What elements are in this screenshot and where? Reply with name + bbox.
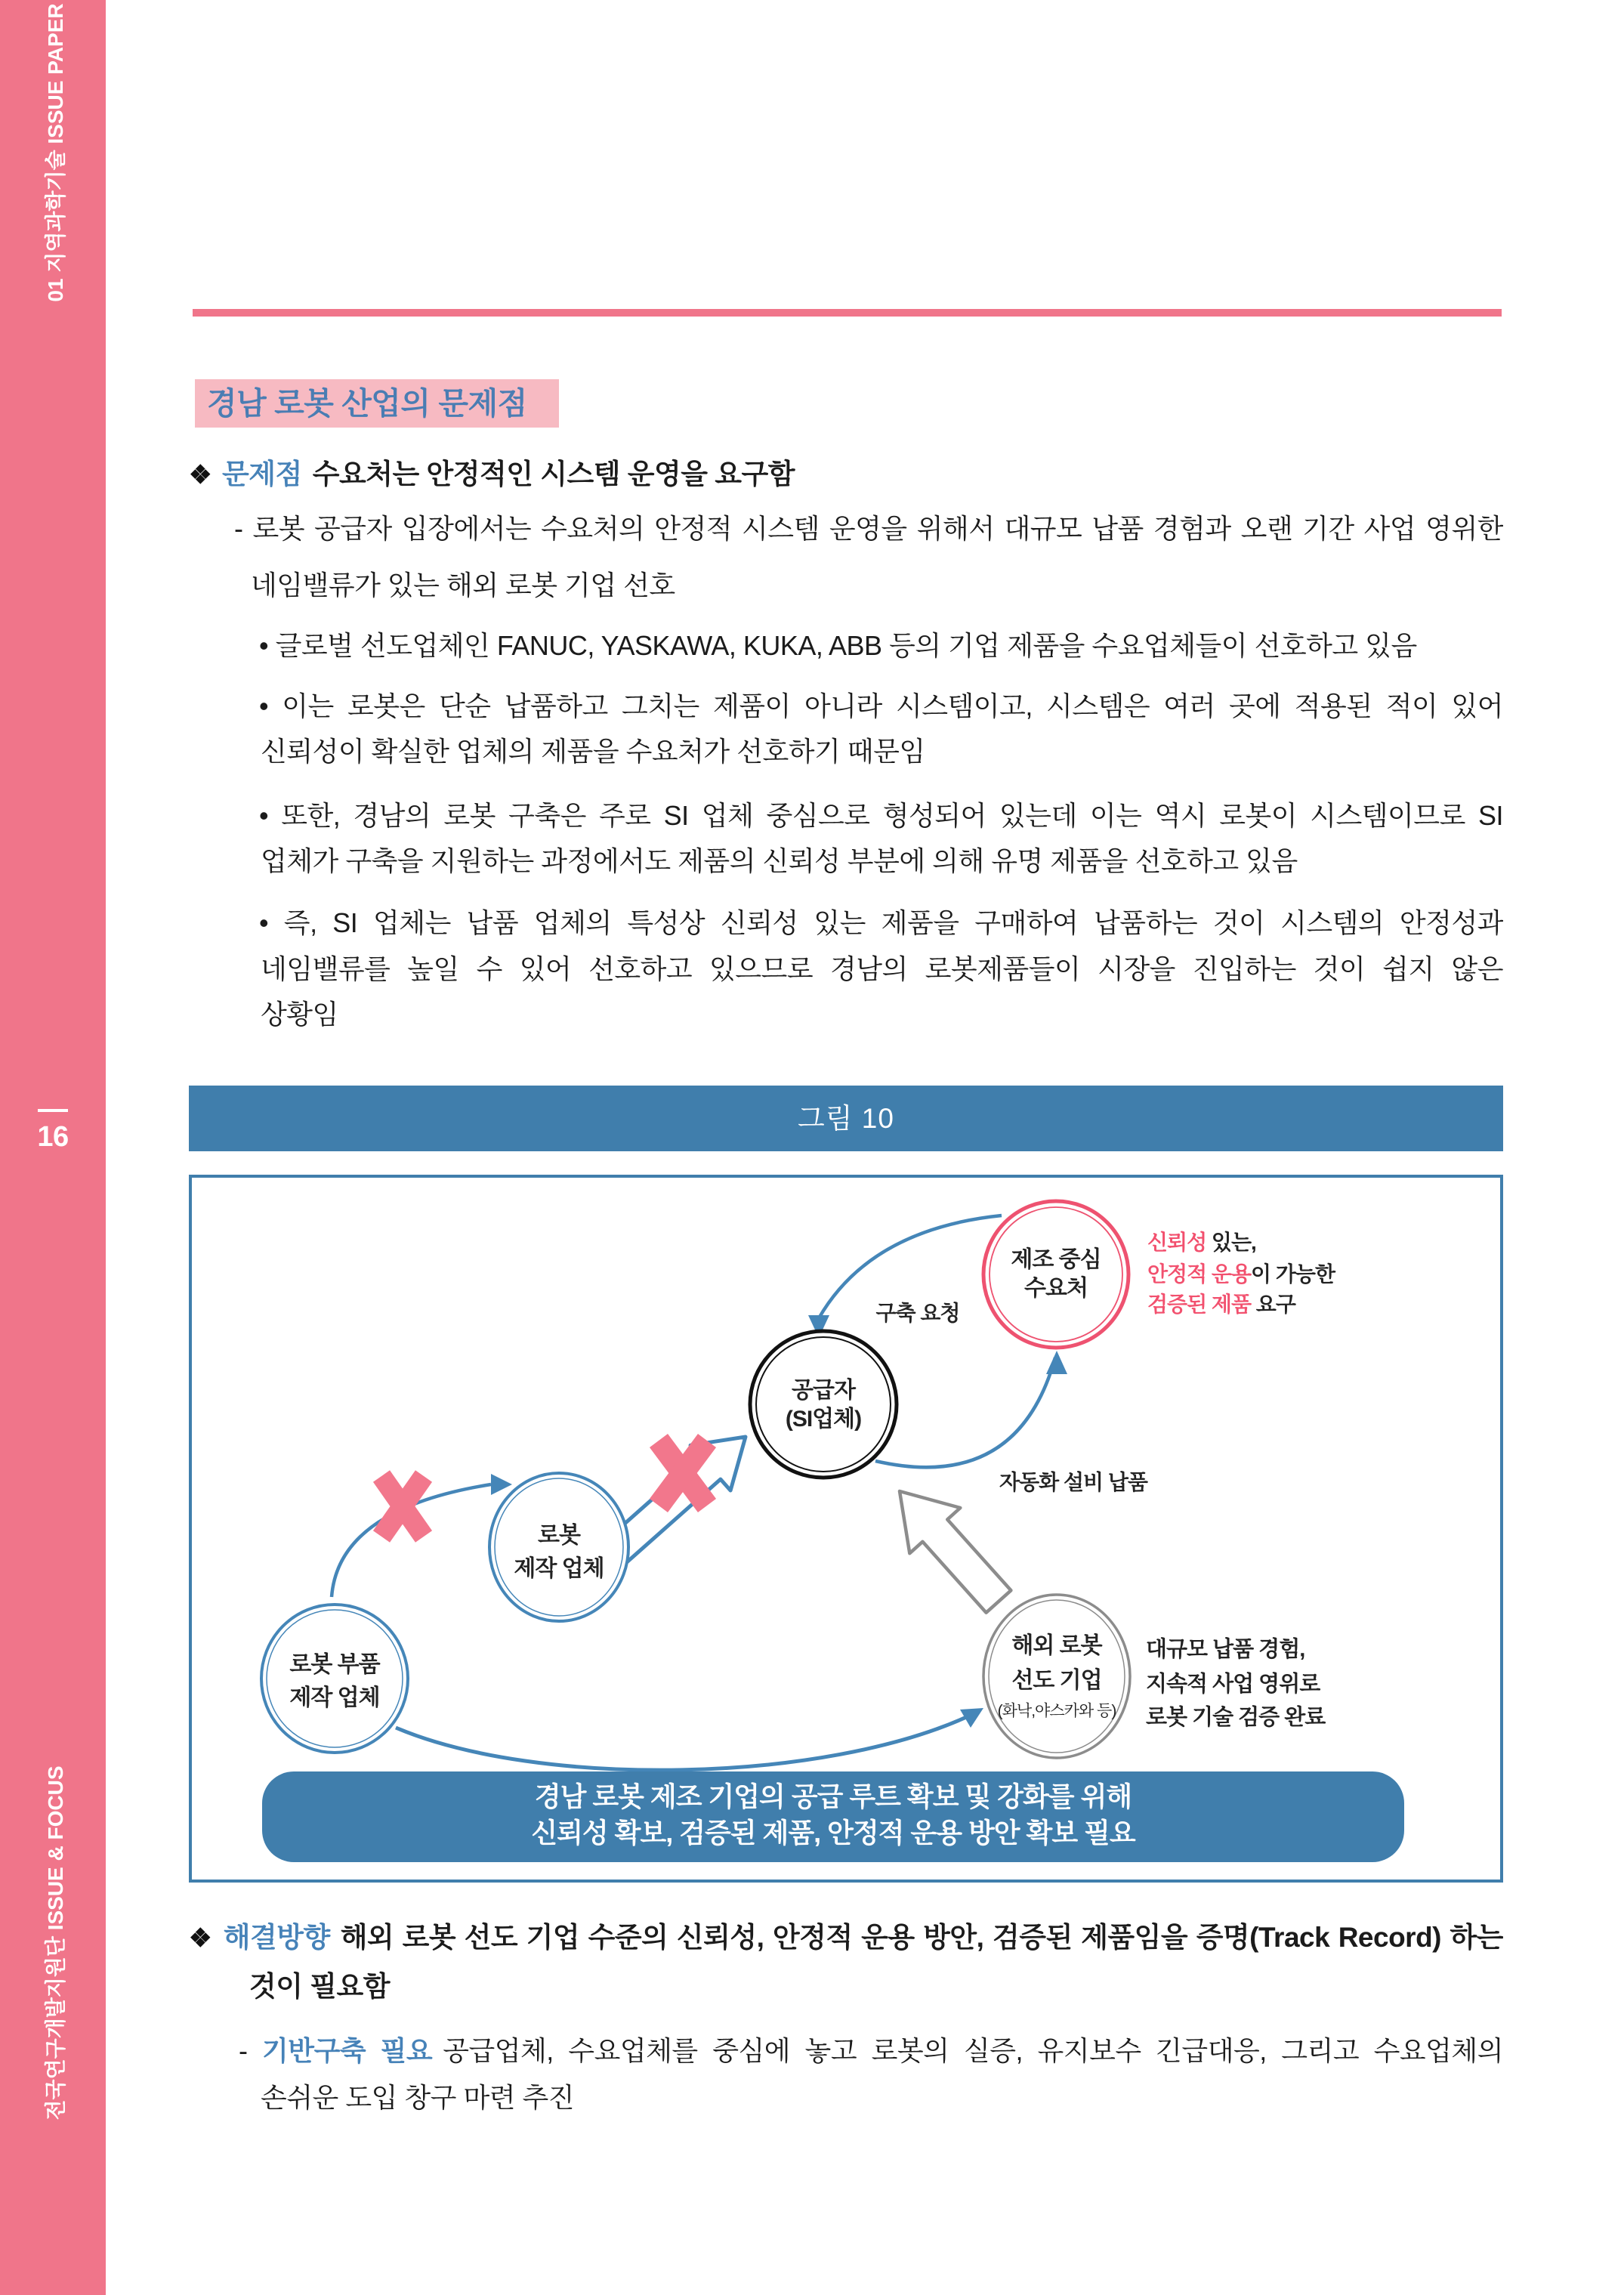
sidebar (0, 0, 106, 2295)
solution-sub-keyword: 기반구축 필요 (262, 2035, 433, 2066)
problem-heading-text: 수요처는 안정적인 시스템 운영을 요구함 (312, 459, 795, 490)
solution-line: 것이 필요함 (249, 1971, 390, 2002)
node-parts-label: 로봇 부품 (289, 1651, 380, 1677)
page-number-block (0, 1109, 106, 1154)
x-mark-icon (381, 1476, 424, 1537)
solution-sub-text: 공급업체, 수요업체를 중심에 놓고 로봇의 실증, 유지보수 긴급대응, 그리고 수요업체의 (443, 2035, 1503, 2066)
figure-caption-bar (189, 1086, 1503, 1151)
body-line: • 즉, SI 업체는 납품 업체의 특성상 신뢰성 있는 제품을 구매하여 납품하는 것이 시스템의 안정성과 (259, 907, 1503, 938)
figure-diagram (190, 1176, 1499, 1878)
hollow-arrow-foreign-to-supplier (900, 1491, 1011, 1613)
demand-note (1147, 1230, 1336, 1316)
solution-sub-line: 손쉬운 도입 창구 마련 추진 (261, 2082, 575, 2113)
figure-summary-line: 경남 로봇 제조 기업의 공급 루트 확보 및 강화를 위해 (534, 1781, 1132, 1812)
node-foreign-sublabel: (화낙,야스카와 등) (997, 1702, 1116, 1720)
solution-keyword: 해결방향 (223, 1922, 330, 1953)
body-line: 업체가 구축을 지원하는 과정에서도 제품의 신뢰성 부분에 의해 유명 제품을 선호하고 있음 (261, 845, 1298, 876)
node-parts-label: 제작 업체 (289, 1685, 380, 1710)
problem-keyword: 문제점 (221, 459, 302, 490)
arrowhead-right-icon (491, 1474, 512, 1495)
node-maker-label: 로봇 (538, 1522, 580, 1548)
svg-text:검증된 제품 요구: 검증된 제품 요구 (1147, 1293, 1295, 1317)
node-foreign-label: 해외 로봇 (1011, 1632, 1102, 1658)
body-line: • 또한, 경남의 로봇 구축은 주로 SI 업체 중심으로 형성되어 있는데 이는 역시 로봇이 시스템이므로 SI (259, 800, 1503, 831)
problem-heading (189, 451, 795, 498)
node-supplier-label: (SI업체) (785, 1406, 862, 1432)
body-line: 네임밸류가 있는 해외 로봇 기업 선호 (251, 570, 675, 601)
label-delivery: 자동화 설비 납품 (999, 1470, 1147, 1494)
label-request: 구축 요청 (875, 1301, 960, 1325)
node-demand (983, 1201, 1128, 1348)
node-supplier (750, 1331, 897, 1478)
page-number: 16 (37, 1121, 69, 1153)
svg-text:신뢰성 있는,: 신뢰성 있는, (1147, 1231, 1256, 1255)
section-title-highlight (195, 379, 559, 428)
node-supplier-label: 공급자 (792, 1377, 855, 1403)
arrow-delivery (875, 1358, 1055, 1467)
figure-summary (262, 1771, 1404, 1862)
body-line: - 로봇 공급자 입장에서는 수요처의 안정적 시스템 운영을 위해서 대규모 납품 경험과 오랜 기간 사업 영위한 (234, 513, 1503, 544)
dash: - (239, 2035, 263, 2066)
solution-text: 하는 (1441, 1922, 1503, 1953)
foreign-note (1146, 1636, 1326, 1730)
page-number-rule (38, 1109, 68, 1112)
node-foreign-label: 선도 기업 (1011, 1667, 1102, 1693)
figure-caption: 그림 10 (798, 1103, 894, 1134)
svg-text:지속적 사업 영위로: 지속적 사업 영위로 (1146, 1672, 1320, 1697)
node-demand-label: 수요처 (1024, 1275, 1088, 1301)
figure-summary-line: 신뢰성 확보, 검증된 제품, 안정적 운용 방안 확보 필요 (531, 1817, 1135, 1849)
diamond-bullet-icon: ❖ (189, 461, 211, 490)
sidebar-bottom-label: 전국연구개발지원단 ISSUE & FOCUS (44, 1765, 67, 2120)
node-maker (489, 1473, 628, 1621)
sidebar-top-label: 01 지역과학기술 ISSUE PAPER (44, 3, 67, 302)
solution-sub-line (239, 2028, 1503, 2074)
arrowhead-up-icon (1046, 1351, 1067, 1374)
svg-text:대규모 납품 경험,: 대규모 납품 경험, (1146, 1637, 1305, 1662)
body-line: 네임밸류를 높일 수 있어 선호하고 있으므로 경남의 로봇제품들이 시장을 진입하는 것이 쉽지 않은 (261, 953, 1503, 984)
node-demand-label: 제조 중심 (1011, 1246, 1101, 1272)
svg-text:안정적 운용이 가능한: 안정적 운용이 가능한 (1147, 1262, 1335, 1286)
section-title: 경남 로봇 산업의 문제점 (207, 386, 527, 421)
body-line: 상황임 (261, 999, 338, 1030)
body-line: • 글로벌 선도업체인 FANUC, YASKAWA, KUKA, ABB 등의 기업 제품을 수요업체들이 선호하고 있음 (259, 630, 1417, 661)
svg-text:로봇 기술 검증 완료: 로봇 기술 검증 완료 (1146, 1705, 1326, 1730)
node-maker-label: 제작 업체 (514, 1555, 604, 1581)
diamond-bullet-icon: ❖ (189, 1924, 213, 1953)
body-line: 신뢰성이 확실한 업체의 제품을 수요처가 선호하기 때문임 (261, 736, 925, 767)
arrow-parts-to-foreign (396, 1714, 973, 1770)
node-parts (261, 1605, 408, 1753)
solution-text: 해외 로봇 선도 기업 수준의 신뢰성, 안정적 운용 방안, 검증된 제품임을 (340, 1922, 1196, 1953)
solution-heading (189, 1914, 1503, 1961)
body-line: • 이는 로봇은 단순 납품하고 그치는 제품이 아니라 시스템이고, 시스템은 여러 곳에 적용된 적이 있어 (259, 690, 1503, 721)
top-divider (193, 309, 1502, 317)
node-foreign (983, 1595, 1130, 1758)
solution-strong-text: 증명(Track Record) (1196, 1922, 1441, 1953)
